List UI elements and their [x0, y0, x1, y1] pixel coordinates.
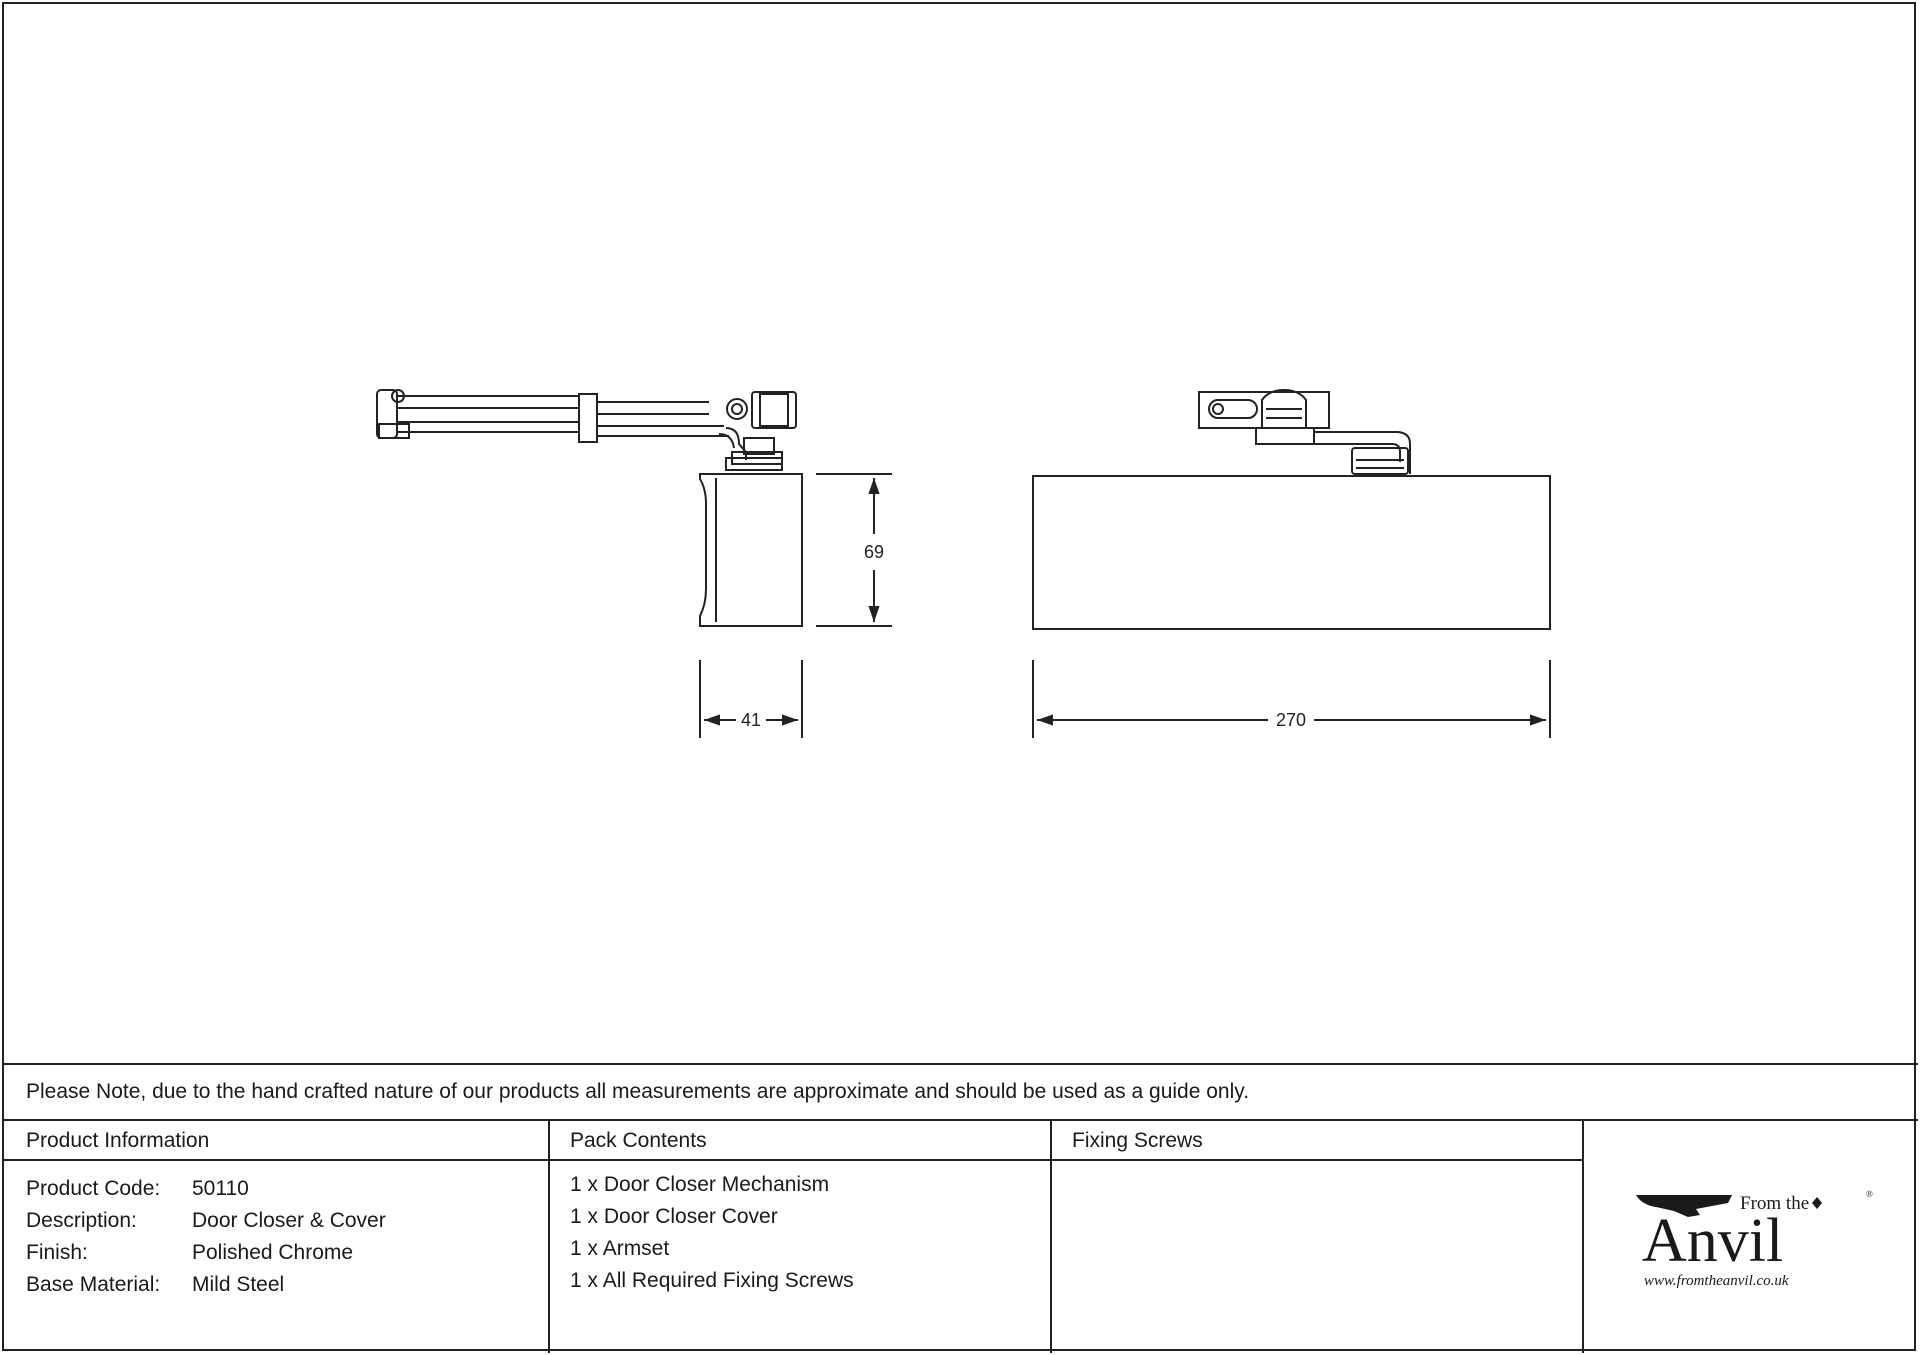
info-row-description	[4, 1205, 548, 1237]
side-view-body	[700, 474, 802, 626]
info-value: 50110	[192, 1177, 249, 1200]
technical-drawing	[4, 4, 1918, 1064]
info-value: Polished Chrome	[192, 1241, 354, 1264]
info-row-finish	[4, 1237, 548, 1269]
registered-mark: ®	[1866, 1189, 1873, 1199]
front-view-body	[1033, 476, 1550, 629]
info-label: Finish:	[26, 1241, 88, 1264]
info-label: Product Code:	[26, 1177, 161, 1200]
product-information-heading: Product Information	[4, 1121, 548, 1161]
height-label: 69	[863, 542, 885, 562]
measurement-note: Please Note, due to the hand crafted nature of our products all measurements are approximate and should be used as a guide only.	[4, 1063, 1918, 1121]
drawing-canvas	[4, 4, 1918, 1064]
info-value: Door Closer & Cover	[192, 1209, 386, 1232]
product-information-panel	[4, 1121, 550, 1353]
logo-panel	[1584, 1121, 1914, 1353]
fixing-screws-panel	[1052, 1121, 1584, 1353]
side-view-arm	[377, 390, 796, 470]
front-view-arm	[1199, 390, 1410, 474]
info-grid	[4, 1121, 1918, 1353]
drawing-sheet	[2, 2, 1916, 1351]
fixing-screws-heading: Fixing Screws	[1052, 1121, 1582, 1161]
from-the-anvil-logo	[1634, 1181, 1884, 1291]
width-label: 270	[1275, 710, 1307, 730]
info-value: Mild Steel	[192, 1273, 285, 1296]
pack-item: 1 x Door Closer Mechanism	[570, 1173, 830, 1196]
info-label: Description:	[26, 1209, 137, 1232]
logo-url: www.fromtheanvil.co.uk	[1644, 1273, 1789, 1289]
pack-contents-panel	[550, 1121, 1052, 1353]
pack-item: 1 x All Required Fixing Screws	[570, 1269, 854, 1292]
depth-label: 41	[740, 710, 762, 730]
diamond-icon	[1812, 1197, 1822, 1209]
info-label: Base Material:	[26, 1273, 161, 1296]
pack-item: 1 x Door Closer Cover	[570, 1205, 778, 1228]
info-row-product-code	[4, 1173, 548, 1205]
pack-contents-heading: Pack Contents	[550, 1121, 1050, 1161]
info-row-base-material	[4, 1269, 548, 1301]
logo-brand: Anvil	[1642, 1207, 1784, 1275]
logo-from-the: From the	[1740, 1193, 1810, 1214]
pack-item: 1 x Armset	[570, 1237, 670, 1260]
